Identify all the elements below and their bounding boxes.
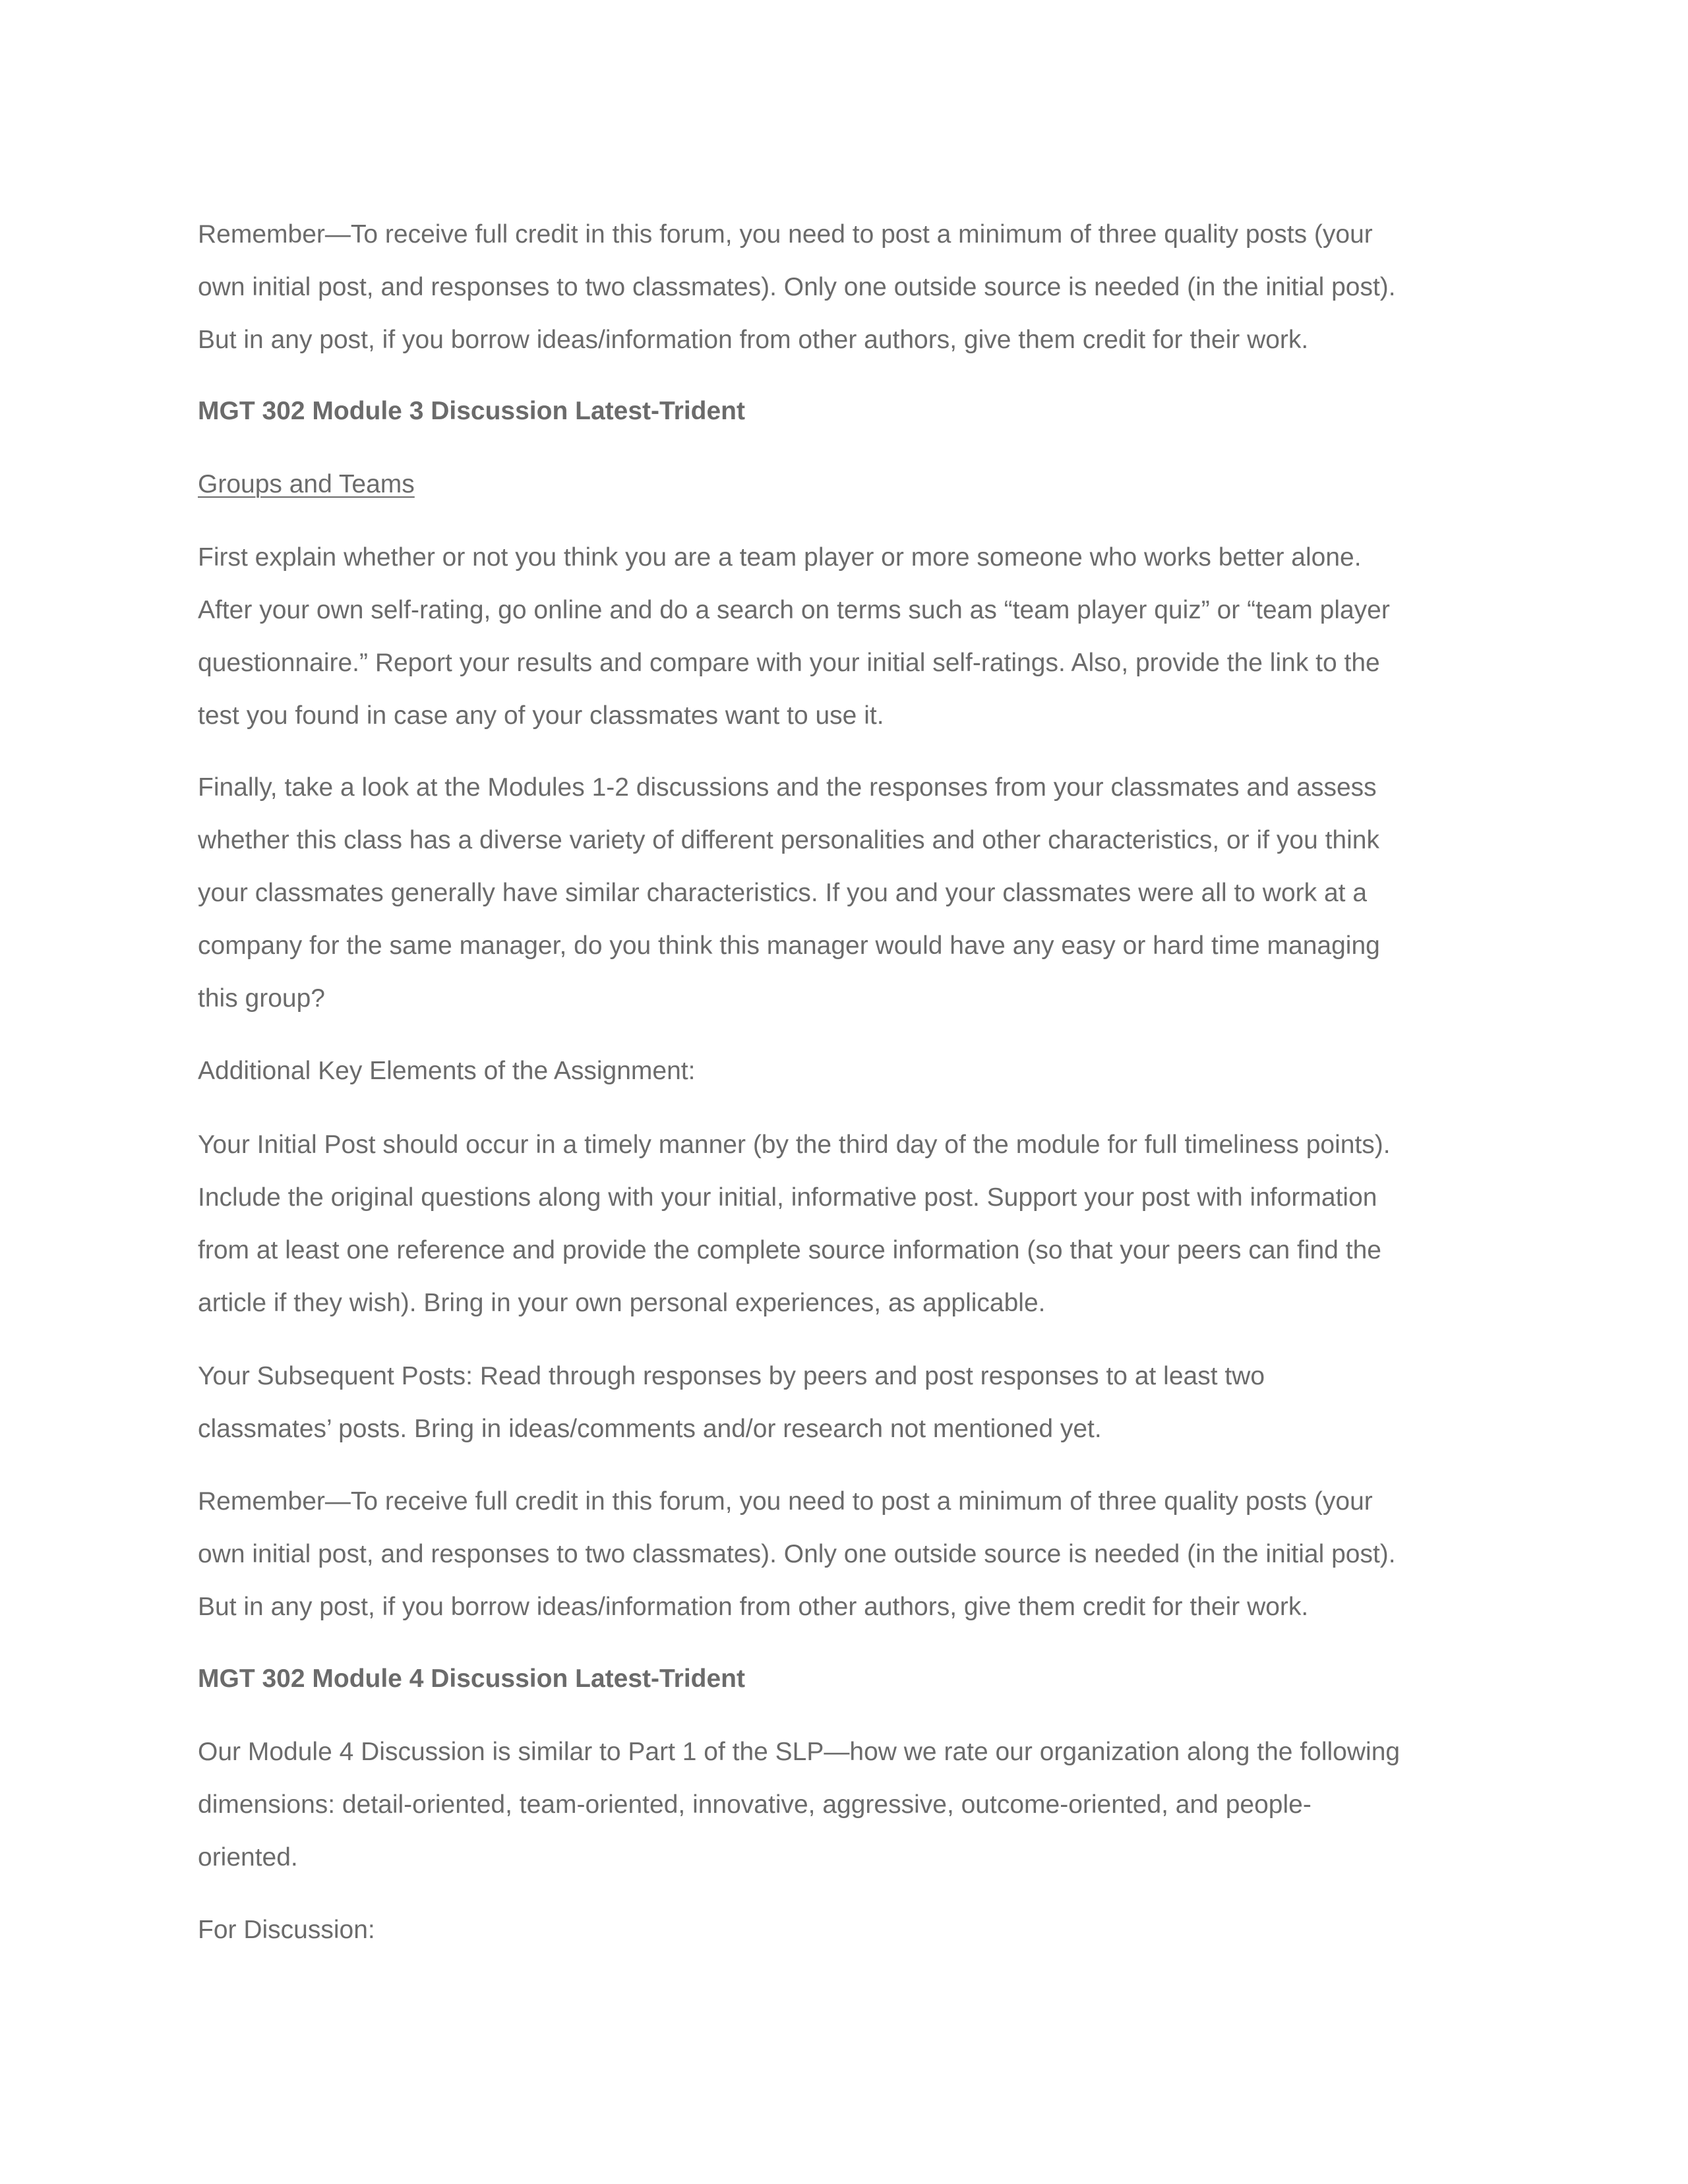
paragraph-remember-2 <box>198 1475 1517 1634</box>
text-line: dimensions: detail-oriented, team-oriented, innovative, aggressive, outcome-oriented, and people- <box>198 1790 1311 1819</box>
paragraph-remember-1 <box>198 208 1517 367</box>
paragraph-team-player <box>198 531 1517 742</box>
text-line: company for the same manager, do you think this manager would have any easy or hard time managing <box>198 931 1380 960</box>
text-line: own initial post, and responses to two classmates). Only one outside source is needed (in the initial post). <box>198 273 1396 301</box>
text-line: questionnaire.” Report your results and compare with your initial self-ratings. Also, provide the link to the <box>198 649 1380 677</box>
text-line: article if they wish). Bring in your own personal experiences, as applicable. <box>198 1289 1046 1317</box>
text-line: classmates’ posts. Bring in ideas/comments and/or research not mentioned yet. <box>198 1415 1102 1443</box>
text-line: Our Module 4 Discussion is similar to Part 1 of the SLP—how we rate our organization along the following <box>198 1738 1401 1766</box>
paragraph-for-discussion <box>198 1904 1517 1957</box>
text-line: test you found in case any of your classmates want to use it. <box>198 701 884 730</box>
paragraph-diversity <box>198 761 1517 1025</box>
text-line: Your Initial Post should occur in a timely manner (by the third day of the module for full timeliness points). <box>198 1131 1391 1159</box>
text-line: Include the original questions along with your initial, informative post. Support your post with information <box>198 1183 1377 1212</box>
text-line: from at least one reference and provide the complete source information (so that your peers can find the <box>198 1236 1381 1264</box>
groups-and-teams-subheading: Groups and Teams <box>198 470 415 498</box>
text-line: whether this class has a diverse variety of different personalities and other characteristics, or if you think <box>198 826 1379 854</box>
paragraph-subsequent-posts <box>198 1350 1517 1456</box>
text-line: But in any post, if you borrow ideas/information from other authors, give them credit for their work. <box>198 326 1309 354</box>
paragraph-module-4-intro <box>198 1726 1517 1884</box>
text-line: own initial post, and responses to two classmates). Only one outside source is needed (in the initial post). <box>198 1540 1396 1568</box>
text-line: Additional Key Elements of the Assignment: <box>198 1057 696 1085</box>
text-line: Finally, take a look at the Modules 1-2 discussions and the responses from your classmates and assess <box>198 773 1377 802</box>
text-line: this group? <box>198 984 325 1013</box>
text-line: your classmates generally have similar characteristics. If you and your classmates were all to work at a <box>198 879 1368 907</box>
text-line: Your Subsequent Posts: Read through responses by peers and post responses to at least two <box>198 1362 1265 1390</box>
text-line: First explain whether or not you think you are a team player or more someone who works better alone. <box>198 543 1362 572</box>
module-4-heading: MGT 302 Module 4 Discussion Latest-Trident <box>198 1665 745 1693</box>
paragraph-key-elements <box>198 1045 1517 1098</box>
text-line: But in any post, if you borrow ideas/information from other authors, give them credit for their work. <box>198 1593 1309 1621</box>
text-line: After your own self-rating, go online and do a search on terms such as “team player quiz” or “team player <box>198 596 1390 624</box>
text-line: Remember—To receive full credit in this forum, you need to post a minimum of three quality posts (your <box>198 1487 1373 1516</box>
text-line: oriented. <box>198 1843 298 1872</box>
text-line: Remember—To receive full credit in this forum, you need to post a minimum of three quality posts (your <box>198 220 1373 249</box>
text-line: For Discussion: <box>198 1916 375 1944</box>
paragraph-initial-post <box>198 1119 1517 1330</box>
module-3-heading: MGT 302 Module 3 Discussion Latest-Trident <box>198 397 745 425</box>
